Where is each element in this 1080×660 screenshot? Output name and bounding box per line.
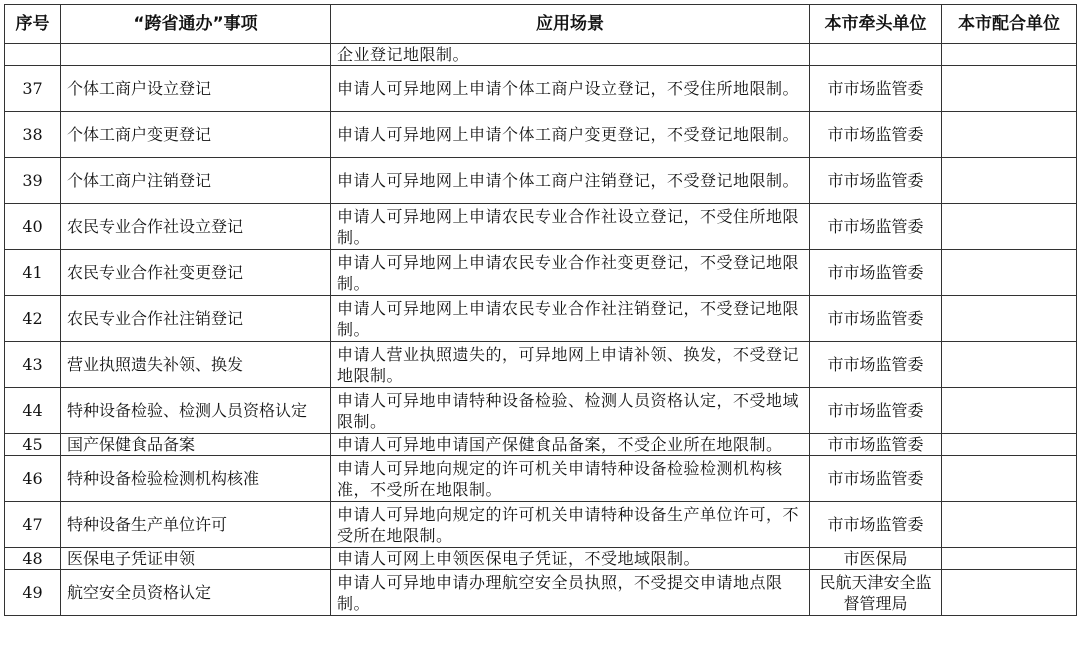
row-coop xyxy=(942,456,1077,502)
header-scene: 应用场景 xyxy=(331,5,810,44)
row-scene: 申请人可异地申请办理航空安全员执照，不受提交申请地点限制。 xyxy=(331,570,810,616)
row-coop xyxy=(942,434,1077,456)
row-no: 42 xyxy=(5,296,61,342)
row-scene: 申请人营业执照遗失的，可异地网上申请补领、换发，不受登记地限制。 xyxy=(331,342,810,388)
row-lead: 市医保局 xyxy=(810,548,942,570)
row-item: 营业执照遗失补领、换发 xyxy=(61,342,331,388)
row-scene: 申请人可异地向规定的许可机关申请特种设备生产单位许可，不受所在地限制。 xyxy=(331,502,810,548)
table-row xyxy=(5,388,1077,434)
row-item xyxy=(61,44,331,66)
row-scene: 申请人可异地网上申请农民专业合作社设立登记，不受住所地限制。 xyxy=(331,204,810,250)
table-row xyxy=(5,434,1077,456)
row-scene: 申请人可异地网上申请个体工商户注销登记，不受登记地限制。 xyxy=(331,158,810,204)
row-item: 航空安全员资格认定 xyxy=(61,570,331,616)
table-row xyxy=(5,548,1077,570)
row-item: 个体工商户变更登记 xyxy=(61,112,331,158)
row-item: 农民专业合作社设立登记 xyxy=(61,204,331,250)
row-coop xyxy=(942,502,1077,548)
row-no: 38 xyxy=(5,112,61,158)
row-no: 40 xyxy=(5,204,61,250)
row-no xyxy=(5,44,61,66)
header-lead: 本市牵头单位 xyxy=(810,5,942,44)
row-coop xyxy=(942,548,1077,570)
row-item: 农民专业合作社注销登记 xyxy=(61,296,331,342)
row-coop xyxy=(942,44,1077,66)
row-no: 39 xyxy=(5,158,61,204)
table-row xyxy=(5,296,1077,342)
row-item: 医保电子凭证申领 xyxy=(61,548,331,570)
row-scene: 申请人可异地网上申请农民专业合作社注销登记，不受登记地限制。 xyxy=(331,296,810,342)
row-no: 37 xyxy=(5,66,61,112)
row-scene: 申请人可异地申请国产保健食品备案，不受企业所在地限制。 xyxy=(331,434,810,456)
row-no: 44 xyxy=(5,388,61,434)
table-row xyxy=(5,44,1077,66)
row-lead: 民航天津安全监督管理局 xyxy=(810,570,942,616)
matters-table xyxy=(4,4,1077,616)
row-no: 41 xyxy=(5,250,61,296)
row-item: 国产保健食品备案 xyxy=(61,434,331,456)
row-scene: 申请人可异地向规定的许可机关申请特种设备检验检测机构核准，不受所在地限制。 xyxy=(331,456,810,502)
row-item: 特种设备检验检测机构核准 xyxy=(61,456,331,502)
row-coop xyxy=(942,66,1077,112)
row-lead: 市市场监管委 xyxy=(810,456,942,502)
table-row xyxy=(5,112,1077,158)
table-row xyxy=(5,342,1077,388)
row-lead: 市市场监管委 xyxy=(810,158,942,204)
row-lead xyxy=(810,44,942,66)
row-scene: 企业登记地限制。 xyxy=(331,44,810,66)
row-no: 43 xyxy=(5,342,61,388)
row-lead: 市市场监管委 xyxy=(810,204,942,250)
row-item: 农民专业合作社变更登记 xyxy=(61,250,331,296)
row-coop xyxy=(942,250,1077,296)
row-lead: 市市场监管委 xyxy=(810,342,942,388)
table-row xyxy=(5,250,1077,296)
row-lead: 市市场监管委 xyxy=(810,112,942,158)
row-coop xyxy=(942,296,1077,342)
header-coop: 本市配合单位 xyxy=(942,5,1077,44)
row-lead: 市市场监管委 xyxy=(810,502,942,548)
header-row xyxy=(5,5,1077,44)
row-no: 48 xyxy=(5,548,61,570)
row-item: 特种设备检验、检测人员资格认定 xyxy=(61,388,331,434)
table-row xyxy=(5,570,1077,616)
row-scene: 申请人可异地申请特种设备检验、检测人员资格认定，不受地域限制。 xyxy=(331,388,810,434)
row-item: 个体工商户注销登记 xyxy=(61,158,331,204)
row-scene: 申请人可网上申领医保电子凭证，不受地域限制。 xyxy=(331,548,810,570)
row-lead: 市市场监管委 xyxy=(810,66,942,112)
table-row xyxy=(5,158,1077,204)
row-no: 45 xyxy=(5,434,61,456)
row-scene: 申请人可异地网上申请个体工商户设立登记，不受住所地限制。 xyxy=(331,66,810,112)
row-coop xyxy=(942,342,1077,388)
row-coop xyxy=(942,158,1077,204)
header-seq: 序号 xyxy=(5,5,61,44)
row-item: 特种设备生产单位许可 xyxy=(61,502,331,548)
table-row xyxy=(5,502,1077,548)
table-row xyxy=(5,456,1077,502)
header-item: “跨省通办”事项 xyxy=(61,5,331,44)
row-lead: 市市场监管委 xyxy=(810,434,942,456)
row-no: 46 xyxy=(5,456,61,502)
row-coop xyxy=(942,388,1077,434)
row-scene: 申请人可异地网上申请个体工商户变更登记，不受登记地限制。 xyxy=(331,112,810,158)
row-item: 个体工商户设立登记 xyxy=(61,66,331,112)
row-no: 47 xyxy=(5,502,61,548)
row-lead: 市市场监管委 xyxy=(810,388,942,434)
row-scene: 申请人可异地网上申请农民专业合作社变更登记，不受登记地限制。 xyxy=(331,250,810,296)
table-row xyxy=(5,66,1077,112)
row-lead: 市市场监管委 xyxy=(810,250,942,296)
table-row xyxy=(5,204,1077,250)
row-coop xyxy=(942,112,1077,158)
row-lead: 市市场监管委 xyxy=(810,296,942,342)
row-coop xyxy=(942,204,1077,250)
row-no: 49 xyxy=(5,570,61,616)
row-coop xyxy=(942,570,1077,616)
